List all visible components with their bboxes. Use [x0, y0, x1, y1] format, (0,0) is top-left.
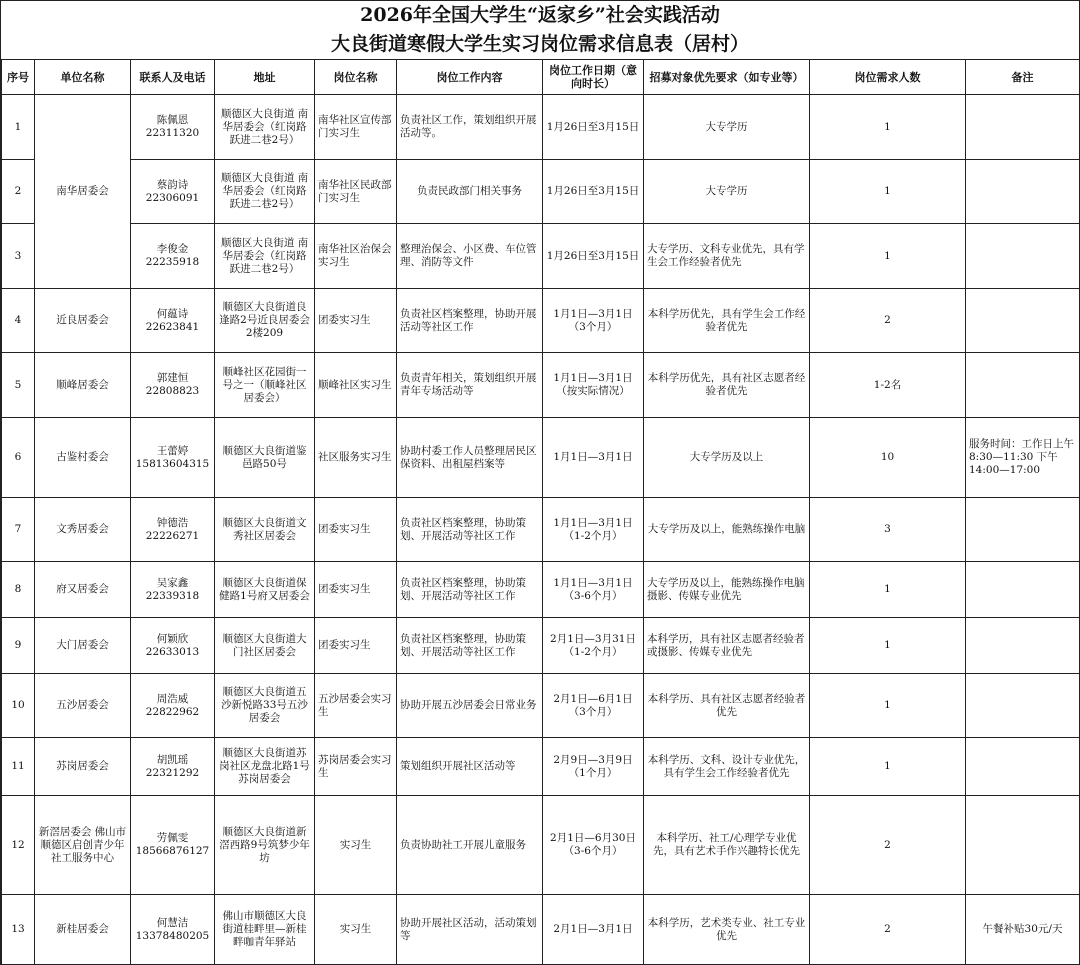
table-row — [2, 738, 1080, 796]
cell-duty: 负责社区工作，策划组织开展活动等。 — [397, 95, 543, 160]
cell-count: 2 — [810, 289, 966, 353]
cell-position: 南华社区民政部门实习生 — [315, 160, 397, 224]
contact-phone: 22808823 — [145, 385, 200, 397]
cell-duty: 策划组织开展社区活动等 — [397, 738, 543, 796]
cell-unit: 新桂居委会 — [35, 895, 131, 965]
cell-count: 1-2名 — [810, 353, 966, 418]
cell-requirement: 本科学历优先，具有社区志愿者经验者优先 — [644, 353, 810, 418]
cell-remark — [966, 95, 1080, 160]
cell-requirement: 本科学历，具有社区志愿者经验者或摄影、传媒专业优先 — [644, 618, 810, 674]
title-line-1: 2026年全国大学生“返家乡”社会实践活动 — [360, 4, 720, 26]
contact-phone: 22311320 — [145, 127, 200, 139]
title-line-2: 大良街道寒假大学生实习岗位需求信息表（居村） — [330, 33, 749, 55]
cell-no: 1 — [2, 95, 35, 160]
cell-address: 顺德区大良街道 南华居委会（红岗路跃进二巷2号） — [215, 160, 315, 224]
cell-unit: 新滘居委会 佛山市顺德区启创青少年社工服务中心 — [35, 796, 131, 895]
cell-address: 顺德区大良街道文秀社区居委会 — [215, 498, 315, 562]
cell-count: 1 — [810, 224, 966, 289]
cell-unit: 五沙居委会 — [35, 674, 131, 738]
cell-contact — [131, 796, 215, 895]
cell-position: 实习生 — [315, 895, 397, 965]
header-duty: 岗位工作内容 — [397, 60, 543, 95]
cell-remark — [966, 160, 1080, 224]
cell-address: 顺德区大良街道新滘西路9号筑梦少年坊 — [215, 796, 315, 895]
cell-remark — [966, 498, 1080, 562]
cell-address: 顺德区大良街道 南华居委会（红岗路跃进二巷2号） — [215, 224, 315, 289]
cell-address: 顺德区大良街道苏岗社区龙盘北路1号苏岗居委会 — [215, 738, 315, 796]
cell-period: 2月1日—3月31日（1-2个月） — [543, 618, 644, 674]
header-count: 岗位需求人数 — [810, 60, 966, 95]
cell-requirement: 本科学历优先，具有学生会工作经验者优先 — [644, 289, 810, 353]
cell-position: 团委实习生 — [315, 618, 397, 674]
cell-count: 1 — [810, 160, 966, 224]
cell-unit: 文秀居委会 — [35, 498, 131, 562]
cell-duty: 协助开展社区活动，活动策划等 — [397, 895, 543, 965]
cell-requirement: 本科学历、具有社区志愿者经验者优先 — [644, 674, 810, 738]
cell-requirement: 大专学历及以上 — [644, 418, 810, 498]
cell-remark: 服务时间：工作日上午8:30—11:30 下午14:00—17:00 — [966, 418, 1080, 498]
header-period: 岗位工作日期（意向时长） — [543, 60, 644, 95]
cell-remark — [966, 674, 1080, 738]
cell-unit: 南华居委会 — [35, 95, 131, 289]
cell-duty: 负责社区档案整理，协助策划、开展活动等社区工作 — [397, 498, 543, 562]
cell-no: 10 — [2, 674, 35, 738]
contact-phone: 22306091 — [145, 191, 200, 204]
header-remark: 备注 — [966, 60, 1080, 95]
cell-duty: 负责青年相关，策划组织开展青年专场活动等 — [397, 353, 543, 418]
cell-unit: 苏岗居委会 — [35, 738, 131, 796]
cell-count: 2 — [810, 895, 966, 965]
contact-phone: 15813604315 — [135, 457, 210, 470]
cell-requirement: 本科学历，艺术类专业、社工专业优先 — [644, 895, 810, 965]
cell-contact — [131, 224, 215, 289]
cell-period: 1月26日至3月15日 — [543, 95, 644, 160]
contact-phone: 13378480205 — [135, 929, 210, 942]
cell-position: 南华社区治保会实习生 — [315, 224, 397, 289]
contact-name: 郭建恒 — [156, 372, 189, 384]
cell-unit: 顺峰居委会 — [35, 353, 131, 418]
cell-address: 顺德区大良街道鉴邑路50号 — [215, 418, 315, 498]
contact-name: 吴家鑫 — [156, 576, 189, 589]
table-row — [2, 895, 1080, 965]
cell-no: 2 — [2, 160, 35, 224]
cell-position: 苏岗居委会实习生 — [315, 738, 397, 796]
cell-position: 团委实习生 — [315, 562, 397, 618]
cell-count: 1 — [810, 674, 966, 738]
cell-count: 3 — [810, 498, 966, 562]
cell-position: 团委实习生 — [315, 289, 397, 353]
contact-name: 何蕴诗 — [156, 307, 189, 320]
contact-name: 何慧洁 — [156, 916, 189, 929]
cell-contact — [131, 738, 215, 796]
table-row — [2, 353, 1080, 418]
cell-no: 12 — [2, 796, 35, 895]
cell-period: 1月1日—3月1日 — [543, 418, 644, 498]
cell-requirement: 大专学历及以上，能熟练操作电脑 — [644, 498, 810, 562]
cell-remark — [966, 618, 1080, 674]
cell-requirement: 大专学历 — [644, 160, 810, 224]
table-row — [2, 160, 1080, 224]
cell-remark — [966, 796, 1080, 895]
cell-no: 6 — [2, 418, 35, 498]
cell-period: 1月1日—3月1日（1-2个月） — [543, 498, 644, 562]
cell-remark — [966, 224, 1080, 289]
cell-address: 顺德区大良街道保健路1号府又居委会 — [215, 562, 315, 618]
contact-name: 胡凯瑶 — [156, 753, 189, 766]
cell-remark — [966, 562, 1080, 618]
cell-duty: 负责社区档案整理，协助策划、开展活动等社区工作 — [397, 618, 543, 674]
cell-no: 13 — [2, 895, 35, 965]
cell-remark: 午餐补贴30元/天 — [966, 895, 1080, 965]
cell-position: 社区服务实习生 — [315, 418, 397, 498]
cell-remark — [966, 353, 1080, 418]
cell-contact — [131, 618, 215, 674]
header-position: 岗位名称 — [315, 60, 397, 95]
contact-name: 何颖欣 — [156, 632, 189, 645]
cell-position: 南华社区宣传部门实习生 — [315, 95, 397, 160]
cell-duty: 整理治保会、小区费、车位管理、消防等文件 — [397, 224, 543, 289]
table-row — [2, 418, 1080, 498]
cell-contact — [131, 498, 215, 562]
cell-address: 顺德区大良街道良逢路2号近良居委会2楼209 — [215, 289, 315, 353]
contact-phone: 22822962 — [145, 705, 200, 718]
header-address: 地址 — [215, 60, 315, 95]
contact-phone: 22226271 — [145, 529, 200, 542]
cell-requirement: 本科学历、社工/心理学专业优先，具有艺术手作兴趣特长优先 — [644, 796, 810, 895]
cell-no: 8 — [2, 562, 35, 618]
cell-contact — [131, 674, 215, 738]
header-contact: 联系人及电话 — [131, 60, 215, 95]
cell-unit: 府又居委会 — [35, 562, 131, 618]
cell-requirement: 大专学历及以上，能熟练操作电脑摄影、传媒专业优先 — [644, 562, 810, 618]
contact-name: 李俊金 — [156, 243, 189, 255]
cell-count: 1 — [810, 738, 966, 796]
cell-requirement: 大专学历、文科专业优先，具有学生会工作经验者优先 — [644, 224, 810, 289]
cell-duty: 负责民政部门相关事务 — [397, 160, 543, 224]
cell-address: 顺德区大良街道大门社区居委会 — [215, 618, 315, 674]
cell-no: 7 — [2, 498, 35, 562]
cell-no: 11 — [2, 738, 35, 796]
cell-unit: 近良居委会 — [35, 289, 131, 353]
cell-contact — [131, 160, 215, 224]
header-unit: 单位名称 — [35, 60, 131, 95]
cell-duty: 协助开展五沙居委会日常业务 — [397, 674, 543, 738]
contact-phone: 22235918 — [145, 256, 200, 268]
cell-address: 佛山市顺德区大良街道桂畔里—新桂畔咖青年驿站 — [215, 895, 315, 965]
cell-duty: 负责社区档案整理，协助策划、开展活动等社区工作 — [397, 562, 543, 618]
cell-unit: 古鉴村委会 — [35, 418, 131, 498]
cell-contact — [131, 895, 215, 965]
contact-name: 钟德浩 — [156, 516, 189, 529]
cell-contact — [131, 95, 215, 160]
contact-phone: 22321292 — [145, 766, 200, 779]
table-row — [2, 498, 1080, 562]
contact-phone: 22633013 — [145, 645, 200, 658]
table-row — [2, 224, 1080, 289]
cell-no: 3 — [2, 224, 35, 289]
cell-contact — [131, 562, 215, 618]
cell-remark — [966, 738, 1080, 796]
cell-period: 2月1日—6月30日（3-6个月） — [543, 796, 644, 895]
table-row — [2, 289, 1080, 353]
contact-name: 陈佩恩 — [156, 114, 189, 126]
table-row — [2, 562, 1080, 618]
cell-period: 1月26日至3月15日 — [543, 224, 644, 289]
header-no: 序号 — [2, 60, 35, 95]
contact-name: 蔡韵诗 — [156, 178, 189, 191]
cell-requirement: 本科学历、文科、设计专业优先，具有学生会工作经验者优先 — [644, 738, 810, 796]
cell-period: 2月9日—3月9日（1个月） — [543, 738, 644, 796]
cell-position: 实习生 — [315, 796, 397, 895]
contact-name: 劳佩雯 — [156, 832, 189, 844]
table-row — [2, 618, 1080, 674]
table-row — [2, 95, 1080, 160]
cell-unit: 大门居委会 — [35, 618, 131, 674]
cell-contact — [131, 289, 215, 353]
cell-duty: 负责协助社工开展儿童服务 — [397, 796, 543, 895]
cell-position: 五沙居委会实习生 — [315, 674, 397, 738]
cell-remark — [966, 289, 1080, 353]
table-header-row — [2, 60, 1080, 95]
cell-count: 1 — [810, 618, 966, 674]
header-requirement: 招募对象优先要求（如专业等） — [644, 60, 810, 95]
cell-requirement: 大专学历 — [644, 95, 810, 160]
contact-name: 王蕾婷 — [156, 444, 189, 457]
cell-period: 1月1日—3月1日（3-6个月） — [543, 562, 644, 618]
cell-duty: 协助村委工作人员整理居民区保资料、出租屋档案等 — [397, 418, 543, 498]
cell-count: 1 — [810, 95, 966, 160]
cell-duty: 负责社区档案整理，协助开展活动等社区工作 — [397, 289, 543, 353]
cell-period: 2月1日—6月1日（3个月） — [543, 674, 644, 738]
cell-count: 1 — [810, 562, 966, 618]
cell-no: 9 — [2, 618, 35, 674]
table-row — [2, 674, 1080, 738]
contact-phone: 22623841 — [145, 320, 200, 333]
cell-period: 1月1日—3月1日（3个月） — [543, 289, 644, 353]
cell-period: 1月1日—3月1日（按实际情况） — [543, 353, 644, 418]
cell-position: 团委实习生 — [315, 498, 397, 562]
cell-address: 顺德区大良街道 南华居委会（红岗路跃进二巷2号） — [215, 95, 315, 160]
table-row — [2, 796, 1080, 895]
cell-contact — [131, 418, 215, 498]
document-title — [1, 1, 1079, 59]
contact-phone: 18566876127 — [135, 845, 210, 857]
cell-contact — [131, 353, 215, 418]
cell-count: 2 — [810, 796, 966, 895]
contact-phone: 22339318 — [145, 589, 200, 602]
internship-table — [1, 59, 1080, 965]
cell-period: 1月26日至3月15日 — [543, 160, 644, 224]
contact-name: 周浩威 — [156, 692, 189, 705]
cell-address: 顺峰社区花园街一号之一（顺峰社区居委会） — [215, 353, 315, 418]
cell-count: 10 — [810, 418, 966, 498]
cell-address: 顺德区大良街道五沙新悦路33号五沙居委会 — [215, 674, 315, 738]
cell-position: 顺峰社区实习生 — [315, 353, 397, 418]
cell-no: 5 — [2, 353, 35, 418]
cell-period: 2月1日—3月1日 — [543, 895, 644, 965]
cell-no: 4 — [2, 289, 35, 353]
